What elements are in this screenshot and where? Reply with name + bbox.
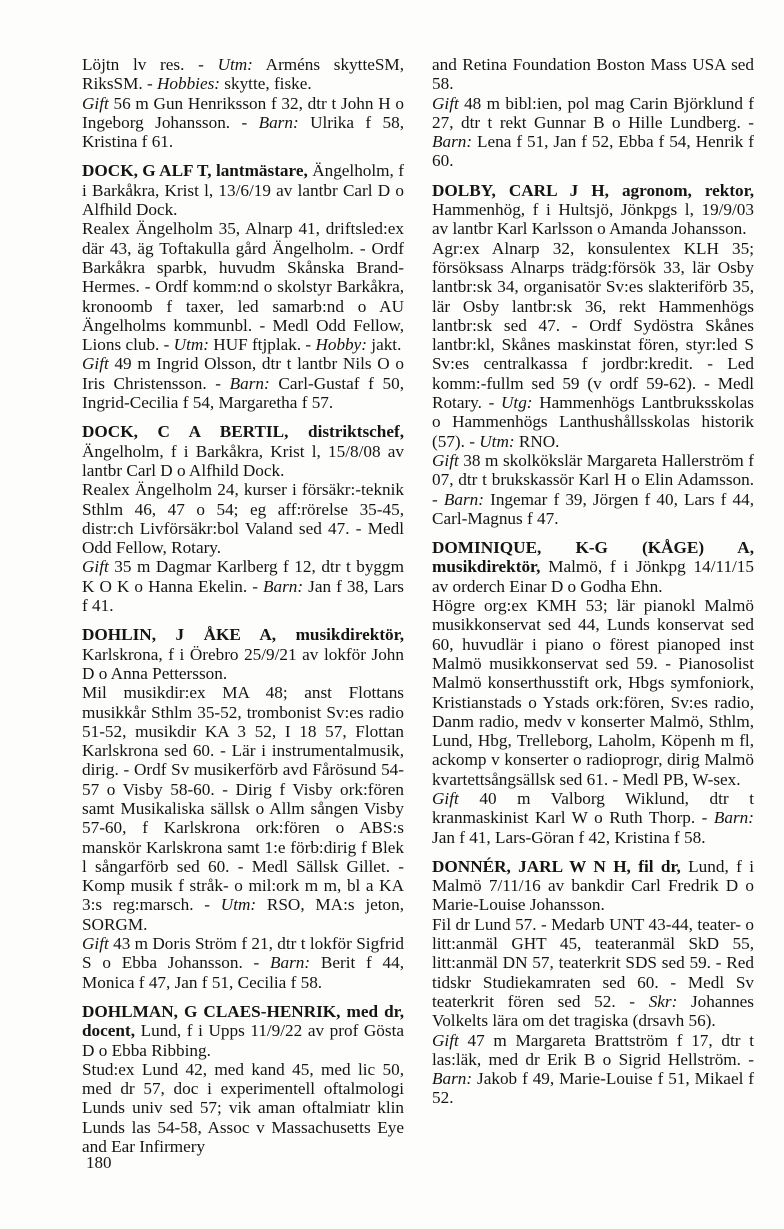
entry-continued — [82, 55, 404, 151]
entry-dock-bertil — [82, 422, 404, 615]
entry-family: Gift 40 m Valborg Wiklund, dtr t kranmaskinist Karl W o Ruth Thorp. - Barn: Jan f 41, Lars-Göran f 42, Kristina f 58. — [432, 788, 754, 847]
entry-paragraph: Realex Ängelholm 24, kurser i försäkr:-teknik Sthlm 46, 47 o 54; eg aff:rörelse 35-45, distr:ch Livförsäkr:bol Valand sed 47. - Medl Odd Fellow, Rotary. — [82, 480, 404, 558]
entry-family: Gift 49 m Ingrid Olsson, dtr t lantbr Nils O o Iris Christensson. - Barn: Carl-Gustaf f 50, Ingrid-Cecilia f 54, Margaretha f 57. — [82, 354, 404, 413]
entry-paragraph: Stud:ex Lund 42, med kand 45, med lic 50, med dr 57, doc i experimentell oftalmologi Lunds univ sed 57; vik aman oftalmiatr klin Lunds las 54-58, Assoc v Massachusetts Eye and Ear Infirmery — [82, 1059, 404, 1157]
entry-dohlman — [82, 1002, 404, 1156]
entry-paragraph: DONNÉR, JARL W N H, fil dr, Lund, f i Malmö 7/11/16 av bankdir Carl Fredrik D o Marie-Louise Johansson. — [432, 856, 754, 915]
entry-dolby — [432, 181, 754, 528]
entry-heading: DOMINIQUE, K-G (KÅGE) A, musikdirektör, — [432, 538, 754, 577]
entry-paragraph: Agr:ex Alnarp 32, konsulentex KLH 35; försöksass Alnarps trädg:försök 33, lär Osby lantbr:sk 34, organisatör Sv:es slakteriförb 35, lär Osby lantbr:sk 36, rekt Hammenhögs lantbr:sk sed 47. - Ordf Sydöstra Skånes lantbr:kl, Skånes maskinstat fören, styr:led S Sv:es centralkassa f jordbr:kredit. - Led komm:-fullm sed 59 (v ordf 59-62). - Medl Rotary. - Utg: Hammenhögs Lantbruksskolas o Hammenhögs Lanthushållsskolas historik (57). - Utm: RNO. — [432, 238, 754, 451]
entry-paragraph: Fil dr Lund 57. - Medarb UNT 43-44, teater- o litt:anmäl GHT 45, teateranmäl SkD 55, litt:anmäl DN 57, teaterkrit SDS sed 59. - Red tidskr Studiekamraten sed 60. - Medl Sv teaterkrit fören sed 52. - Skr: Johannes Volkelts lära om det tragiska (drsavh 56). — [432, 914, 754, 1031]
entry-paragraph: DOCK, C A BERTIL, distriktschef, Ängelholm, f i Barkåkra, Krist l, 15/8/08 av lantbr Carl D o Alfhild Dock. — [82, 422, 404, 480]
entry-paragraph: DOLBY, CARL J H, agronom, rektor, Hammenhög, f i Hultsjö, Jönkpgs l, 19/9/03 av lantbr Karl Karlsson o Amanda Johansson. — [432, 180, 754, 239]
entry-paragraph: DOHLIN, J ÅKE A, musikdirektör, Karlskrona, f i Örebro 25/9/21 av lokför John D o Anna Pettersson. — [82, 625, 404, 683]
entry-paragraph: Löjtn lv res. - Utm: Arméns skytteSM, RiksSM. - Hobbies: skytte, fiske. — [82, 55, 404, 94]
left-column — [82, 55, 404, 1166]
page-number: 180 — [86, 1153, 112, 1172]
entry-heading: DOHLMAN, G CLAES-HENRIK, med dr, docent, — [82, 1001, 404, 1041]
entry-paragraph: DOMINIQUE, K-G (KÅGE) A, musikdirektör, Malmö, f i Jönkpg 14/11/15 av orderch Einar D o Godha Ehn. — [432, 538, 754, 596]
entry-heading: DONNÉR, JARL W N H, fil dr, — [432, 856, 681, 876]
entry-family: Gift 47 m Margareta Brattström f 17, dtr t las:läk, med dr Erik B o Sigrid Hellström. - Barn: Jakob f 49, Marie-Louise f 51, Mikael f 52. — [432, 1030, 754, 1108]
entry-heading: DOHLIN, J ÅKE A, musikdirektör, — [82, 625, 404, 645]
entry-dohlin — [82, 625, 404, 992]
entry-paragraph: Realex Ängelholm 35, Alnarp 41, driftsled:ex där 43, äg Toftakulla gård Ängelholm. - Ordf Barkåkra sparbk, huvudm Skånska Brand-Hermes. - Ordf komm:nd o skolstyr Barkåkra, kronoomb f taxer, led samarb:nd o AU Ängelholms kommunbl. - Medl Odd Fellow, Lions club. - Utm: HUF ftjplak. - Hobby: jakt. — [82, 219, 404, 355]
entry-paragraph: Mil musikdir:ex MA 48; anst Flottans musikkår Sthlm 35-52, trombonist Sv:es radio 51-52, musikdir KA 3 52, I 18 57, Flottan Karlskrona sed 60. - Lär i instrumentalmusik, dirig. - Ordf Sv musikerförb avd Fårösund 54-57 o Visby 58-60. - Dirig f Visby ork:fören samt Musikaliska sällsk o Allm sången Visby 57-60, f Karlskrona ork:fören o ABS:s manskör Karlskrona samt 1:e förb:dirig f Blek l sångarförb sed 60. - Medl Sällsk Gillet. - Komp musik f stråk- o mil:ork m m, bl a KA 3:s reg:marsch. - Utm: RSO, MA:s jeton, SORGM. — [82, 683, 404, 934]
entry-heading: DOCK, G ALF T, lantmästare, — [82, 161, 308, 181]
entry-dominique — [432, 538, 754, 847]
entry-family: Gift 48 m bibl:ien, pol mag Carin Björklund f 27, dtr t rekt Gunnar B o Hille Lundberg. - Barn: Lena f 51, Jan f 52, Ebba f 54, Henrik f 60. — [432, 93, 754, 171]
entry-family: Gift 43 m Doris Ström f 21, dtr t lokför Sigfrid S o Ebba Johansson. - Barn: Berit f 44, Monica f 47, Jan f 51, Cecilia f 58. — [82, 934, 404, 992]
entry-family: Gift 38 m skolkökslär Margareta Hallerström f 07, dtr t brukskassör Karl H o Elin Adamsson. - Barn: Ingemar f 39, Jörgen f 40, Lars f 44, Carl-Magnus f 47. — [432, 450, 755, 528]
entry-paragraph: and Retina Foundation Boston Mass USA sed 58. — [432, 55, 754, 94]
entry-continued — [432, 55, 754, 171]
entry-paragraph: Högre org:ex KMH 53; lär pianokl Malmö musikkonservat sed 44, Lunds konservat sed 60, huvudlär i piano o förest pianoped inst Malmö musikkonservat sed 59. - Pianosolist Malmö konserthusstift ork, Hbgs symfoniork, Kristianstads o Ystads ork:fören, Sv:es radio, Danm radio, medv v konserter Malmö, Sthlm, Lund, Hbg, Trelleborg, Laholm, Köpenh m fl, ackomp v konserter o radioprogr, dirig Malmö kvartettsångsällsk sed 61. - Medl PB, W-sex. — [432, 596, 754, 789]
entry-family: Gift 56 m Gun Henriksson f 32, dtr t John H o Ingeborg Johansson. - Barn: Ulrika f 58, Kristina f 61. — [82, 93, 404, 152]
entry-paragraph: DOCK, G ALF T, lantmästare, Ängelholm, f i Barkåkra, Krist l, 13/6/19 av lantbr Carl D o Alfhild Dock. — [82, 161, 404, 220]
entry-donner — [432, 857, 754, 1108]
entry-heading: DOCK, C A BERTIL, distriktschef, — [82, 422, 404, 442]
entry-heading: DOLBY, CARL J H, agronom, rektor, — [432, 180, 754, 200]
entry-paragraph: DOHLMAN, G CLAES-HENRIK, med dr, docent, Lund, f i Upps 11/9/22 av prof Gösta D o Ebba Ribbing. — [82, 1001, 404, 1060]
entry-dock-alf — [82, 161, 404, 412]
right-column — [432, 55, 754, 1118]
entry-family: Gift 35 m Dagmar Karlberg f 12, dtr t byggm K O K o Hanna Ekelin. - Barn: Jan f 38, Lars f 41. — [82, 557, 404, 616]
